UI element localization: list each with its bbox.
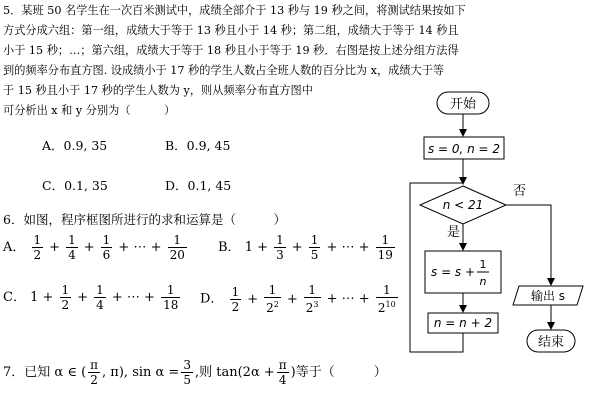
q6-b-frac-1: $\frac{1}{3}$ — [276, 233, 284, 262]
q5-option-a: A．0.9, 35 — [42, 138, 108, 153]
q6-option-c: C． 1 + $\frac{1}{2}$ + $\frac{1}{4}$ + ⋯ + $\frac{1}{18}$ — [3, 283, 179, 312]
q7-prefix: 7．已知 α ∈ ( — [3, 365, 87, 380]
q6-a-ellipsis: + ⋯ + — [118, 240, 162, 255]
flow-output-label: 输出 s — [530, 289, 566, 303]
q6-a-frac-2: $\frac{1}{4}$ — [68, 233, 76, 262]
q6-d-frac-3: $\frac{1}{2^3}$ — [305, 283, 319, 315]
q6-option-a: A． $\frac{1}{2}$ + $\frac{1}{4}$ + $\frac{1}{6}$ + ⋯ + $\frac{1}{20}$ — [3, 233, 185, 262]
q6-c-lead: 1 + — [30, 290, 54, 305]
q6-b-ellipsis: + ⋯ + — [326, 240, 370, 255]
q6-a-frac-last: $\frac{1}{20}$ — [169, 233, 185, 262]
q5-option-b: B．0.9, 45 — [165, 138, 231, 153]
q6-a-letter: A． — [3, 240, 26, 255]
q7-frac-pi4: $\frac{\pi}{4}$ — [278, 358, 287, 387]
q5-line-5: 于 15 秒且小于 17 秒的学生人数为 y，则从频率分布直方图中 — [3, 84, 313, 97]
q6-d-frac-last: $\frac{1}{2^{10}}$ — [377, 283, 396, 315]
flow-update-s-label: s = s + — [431, 265, 476, 279]
flow-update-n-label: n = n + 2 — [433, 316, 493, 330]
q6-c-frac-1: $\frac{1}{2}$ — [61, 283, 70, 312]
flow-init-label: s = 0, n = 2 — [427, 142, 501, 156]
q5-option-d: D．0.1, 45 — [165, 178, 232, 193]
q6-c-ellipsis: + ⋯ + — [111, 290, 155, 305]
q5-line-1: 5．某班 50 名学生在一次百米测试中，成绩全部介于 13 秒与 19 秒之间，将测试结果按如下 — [3, 4, 466, 17]
q6-option-d: D． $\frac{1}{2}$ + $\frac{1}{2^2}$ + $\frac{1}{2^3}$ + ⋯ + $\frac{1}{2^{10}}$ — [200, 283, 396, 315]
q5-option-c: C．0.1, 35 — [42, 178, 108, 193]
q6-d-frac-1: $\frac{1}{2}$ — [231, 284, 240, 314]
q5-line-6: 可分析出 x 和 y 分别为（ ） — [3, 104, 176, 117]
q6-d-letter: D． — [200, 291, 224, 307]
q7-mid: , π), sin α = — [102, 365, 180, 380]
q6-c-frac-2: $\frac{1}{4}$ — [96, 283, 104, 312]
flow-update-frac-den: n — [479, 275, 487, 288]
q7-frac-pi2: $\frac{\pi}{2}$ — [90, 358, 99, 387]
q6-b-lead: 1 + — [244, 240, 268, 255]
q7-frac-sin: $\frac{3}{5}$ — [183, 358, 191, 387]
q6-stem: 6．如图，程序框图所进行的求和运算是（ ） — [3, 212, 286, 227]
q7-then: ,则 tan(2α + — [194, 365, 275, 380]
q6-b-letter: B． — [218, 240, 241, 255]
q6-d-ellipsis: + ⋯ + — [326, 291, 370, 307]
q5-line-3: 小于 15 秒；…；第六组，成绩大于等于 18 秒且小于等于 19 秒．右图是按上述分组方法得 — [3, 44, 459, 57]
q6-d-frac-2: $\frac{1}{2^2}$ — [266, 283, 279, 315]
flow-yes-label: 是 — [447, 225, 461, 240]
q7-suffix: )等于（ ） — [290, 365, 387, 380]
q6-a-frac-1: $\frac{1}{2}$ — [33, 233, 42, 262]
flow-start-label: 开始 — [449, 97, 477, 112]
q6-b-frac-2: $\frac{1}{5}$ — [310, 233, 319, 262]
q5-line-4: 到的频率分布直方图. 设成绩小于 17 秒的学生人数占全班人数的百分比为 x，成绩大于等 — [3, 64, 445, 77]
flow-no-arrow — [506, 205, 551, 285]
q6-option-b: B． 1 + $\frac{1}{3}$ + $\frac{1}{5}$ + ⋯ + $\frac{1}{19}$ — [218, 233, 393, 262]
q5-line-2: 方式分成六组：第一组，成绩大于等于 13 秒且小于 14 秒；第二组，成绩大于等于 14 秒且 — [3, 24, 459, 37]
flow-no-label: 否 — [513, 184, 527, 199]
flow-update-frac-num: 1 — [479, 258, 487, 271]
flow-end-label: 结束 — [537, 335, 565, 350]
q6-b-frac-last: $\frac{1}{19}$ — [377, 233, 393, 262]
flow-condition-label: n < 21 — [442, 198, 484, 212]
q6-c-frac-last: $\frac{1}{18}$ — [163, 283, 179, 312]
q6-a-frac-3: $\frac{1}{6}$ — [102, 233, 111, 262]
q6-c-letter: C． — [3, 290, 26, 305]
